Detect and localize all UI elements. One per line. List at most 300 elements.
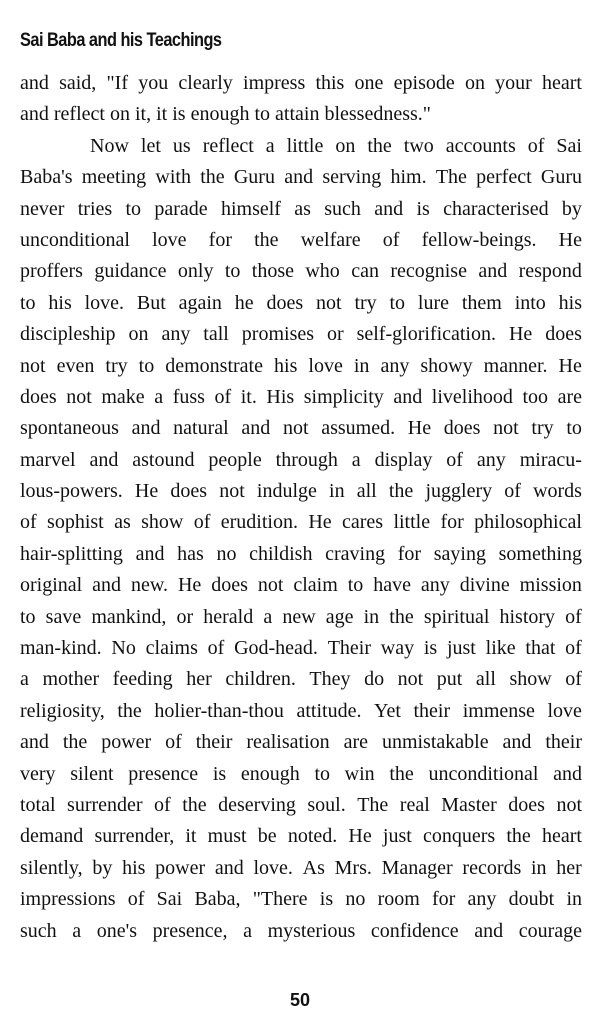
word: a — [351, 448, 361, 471]
word: does — [20, 385, 57, 408]
word: to — [314, 762, 330, 785]
word: of — [565, 668, 582, 691]
word: the — [389, 762, 414, 785]
word: you — [138, 72, 169, 94]
word: the — [254, 228, 279, 251]
word: Their — [327, 637, 371, 660]
word: power — [155, 856, 206, 879]
word: his — [274, 354, 298, 377]
word: just — [446, 637, 476, 660]
word: reflect — [53, 103, 105, 126]
word: meeting — [81, 166, 147, 189]
word: the — [62, 731, 88, 754]
word: heart — [542, 72, 582, 94]
text-line — [20, 256, 582, 287]
word: history — [499, 605, 556, 628]
text-line — [20, 68, 582, 99]
text-line — [20, 916, 582, 947]
word: and — [393, 385, 423, 408]
word: not — [397, 668, 424, 691]
word: has — [177, 542, 204, 565]
word: and — [92, 574, 122, 597]
word: two — [403, 134, 434, 157]
word: presence — [128, 762, 199, 785]
word: not — [20, 354, 46, 377]
word: those — [251, 260, 294, 283]
word: soul. — [307, 793, 346, 816]
word: records — [462, 856, 522, 879]
word: any — [476, 448, 506, 471]
word: her — [186, 668, 212, 691]
word: his — [558, 291, 582, 314]
word: for — [397, 542, 422, 565]
word: a — [72, 919, 82, 942]
word: is — [212, 762, 227, 785]
text-line — [20, 633, 582, 664]
word: indulge — [256, 480, 317, 503]
word: God-head. — [234, 637, 318, 660]
word: all — [356, 480, 377, 503]
word: is — [172, 103, 186, 126]
text-line — [20, 696, 582, 727]
word: conquers — [423, 825, 496, 848]
word: demonstrate — [165, 354, 263, 377]
word: again — [178, 291, 222, 314]
word: of — [165, 731, 182, 754]
word: love. — [253, 856, 293, 879]
word: realisation — [246, 731, 330, 754]
word: in — [329, 480, 345, 503]
word: in — [353, 354, 370, 377]
word: No — [111, 637, 136, 660]
word: the — [389, 605, 414, 628]
word: children. — [225, 668, 296, 691]
text-line — [20, 225, 582, 256]
word: surrender, — [94, 825, 175, 848]
word: He — [348, 825, 372, 848]
word: of — [193, 511, 211, 534]
word: it — [156, 103, 168, 126]
word: or — [176, 605, 194, 628]
word: erudition. — [220, 511, 298, 534]
word: be — [257, 825, 277, 848]
word: courage — [518, 919, 582, 942]
word: childish — [249, 542, 313, 565]
word: mankind, — [91, 605, 167, 628]
word: of — [504, 480, 521, 503]
text-line — [20, 884, 582, 915]
word: self-glorification. — [356, 323, 496, 346]
word: reflect — [202, 134, 254, 157]
text-line — [20, 319, 582, 350]
text-line — [20, 539, 582, 570]
word: do — [364, 668, 385, 691]
word: him. — [390, 166, 427, 189]
word: such — [20, 919, 57, 942]
word: attain — [275, 103, 320, 126]
word: enough — [240, 762, 300, 785]
word: He — [177, 574, 202, 597]
text-line — [20, 570, 582, 601]
word: words — [533, 480, 582, 503]
text-line — [20, 821, 582, 852]
word: to — [20, 291, 36, 314]
word: any — [420, 574, 450, 597]
word: mysterious — [267, 919, 356, 942]
word: one's — [96, 919, 137, 942]
word: for — [208, 228, 232, 251]
word: are — [557, 385, 582, 408]
word: fellow-beings. — [421, 228, 537, 251]
word: her — [556, 856, 582, 879]
word: hair-splitting — [20, 542, 123, 565]
word: impressions — [20, 888, 116, 911]
text-line — [20, 759, 582, 790]
text-line — [20, 194, 582, 225]
paragraph — [20, 68, 582, 131]
word: accounts — [445, 134, 516, 157]
word: not — [66, 385, 92, 408]
word: He — [558, 228, 582, 251]
text-line — [20, 99, 582, 130]
word: into — [514, 291, 546, 314]
word: not — [219, 480, 245, 503]
word: not — [257, 574, 284, 597]
word: parade — [154, 197, 208, 220]
word: even — [56, 354, 95, 377]
word: Now — [90, 134, 129, 157]
word: of — [527, 134, 545, 157]
word: his — [122, 856, 146, 879]
word: He — [558, 354, 582, 377]
word: original — [20, 574, 83, 597]
word: manner. — [483, 354, 548, 377]
text-line — [20, 131, 582, 162]
word: to — [254, 103, 271, 126]
word: and — [20, 72, 49, 94]
word: never — [20, 197, 65, 220]
word: us — [172, 134, 191, 157]
word: very — [20, 762, 56, 785]
word: for — [440, 511, 464, 534]
word: in — [566, 888, 582, 911]
word: the — [117, 699, 142, 722]
word: of — [154, 793, 171, 816]
word: new — [282, 605, 316, 628]
word: your — [495, 72, 532, 94]
word: cares — [342, 511, 384, 534]
word: way — [380, 637, 415, 660]
word: something — [498, 542, 582, 565]
word: his — [48, 291, 72, 314]
word: as — [294, 197, 311, 220]
word: fuss — [172, 385, 205, 408]
word: promises — [241, 323, 315, 346]
word: mission — [519, 574, 582, 597]
text-line — [20, 727, 582, 758]
word: just — [382, 825, 412, 848]
word: serving — [322, 166, 382, 189]
word: perfect — [476, 166, 532, 189]
word: Baba, — [194, 888, 241, 911]
word: spontaneous — [20, 417, 119, 440]
word: Sai — [556, 134, 582, 157]
word: new. — [130, 574, 169, 597]
word: confidence — [370, 919, 459, 942]
word: is — [416, 197, 430, 220]
word: who — [305, 260, 340, 283]
word: himself — [220, 197, 281, 220]
text-line — [20, 413, 582, 444]
word: He — [134, 480, 159, 503]
text-line — [20, 790, 582, 821]
word: to — [347, 574, 364, 597]
word: and — [241, 417, 271, 440]
word: try — [531, 417, 554, 440]
word: Baba's — [20, 166, 73, 189]
word: Guru — [540, 166, 582, 189]
word: and — [89, 448, 119, 471]
word: claims — [145, 637, 198, 660]
word: them — [461, 291, 502, 314]
word: tries — [77, 197, 113, 220]
word: respond — [518, 260, 582, 283]
word: in — [363, 605, 380, 628]
word: power — [101, 731, 152, 754]
word: the — [182, 793, 207, 816]
word: divine — [459, 574, 510, 597]
word: must — [207, 825, 247, 848]
word: silently, — [20, 856, 83, 879]
word: discipleship — [20, 323, 116, 346]
word: can — [351, 260, 379, 283]
text-line — [20, 602, 582, 633]
text-line — [20, 853, 582, 884]
text-line — [20, 288, 582, 319]
word: Master — [441, 793, 497, 816]
word: show — [141, 511, 184, 534]
word: sophist — [47, 511, 104, 534]
word: not — [556, 793, 582, 816]
word: noted. — [287, 825, 338, 848]
word: simplicity — [303, 385, 384, 408]
word: on — [335, 134, 356, 157]
word: room — [377, 888, 420, 911]
text-line — [20, 507, 582, 538]
word: little — [286, 134, 324, 157]
word: with — [155, 166, 191, 189]
word: Mrs. — [334, 856, 372, 879]
text-line — [20, 476, 582, 507]
word: As — [302, 856, 325, 879]
word: age — [325, 605, 354, 628]
word: spiritual — [423, 605, 490, 628]
paragraph — [20, 131, 582, 947]
word: to — [566, 417, 582, 440]
running-head: Sai Baba and his Teachings — [20, 30, 222, 51]
word: it, — [134, 103, 152, 126]
word: deserving — [218, 793, 296, 816]
word: "There — [252, 888, 308, 911]
word: does — [443, 417, 481, 440]
word: people — [208, 448, 262, 471]
word: of — [127, 888, 145, 911]
word: blessedness." — [324, 103, 431, 126]
word: "If — [106, 72, 128, 94]
word: recognise — [390, 260, 467, 283]
word: on — [128, 323, 149, 346]
word: and — [135, 542, 165, 565]
word: in — [531, 856, 547, 879]
text-line — [20, 445, 582, 476]
word: saying — [433, 542, 486, 565]
word: and — [474, 919, 504, 942]
word: does — [545, 323, 582, 346]
word: real — [399, 793, 430, 816]
word: doubt — [508, 888, 555, 911]
word: attitude. — [296, 699, 362, 722]
word: of — [20, 511, 37, 534]
word: love. — [84, 291, 125, 314]
word: not — [282, 417, 309, 440]
word: does — [508, 793, 545, 816]
word: of — [565, 605, 582, 628]
word: silent — [70, 762, 114, 785]
word: have — [373, 574, 411, 597]
word: their — [195, 731, 233, 754]
word: jugglery — [425, 480, 493, 503]
word: holier-than-thou — [154, 699, 284, 722]
word: any — [467, 888, 497, 911]
word: love — [308, 354, 343, 377]
word: total — [20, 793, 56, 816]
word: and — [20, 103, 49, 126]
word: to — [138, 354, 155, 377]
word: and — [20, 731, 49, 754]
word: for — [432, 888, 456, 911]
word: this — [315, 72, 345, 94]
word: feeding — [112, 668, 173, 691]
word: the — [506, 825, 531, 848]
word: on — [464, 72, 485, 94]
word: a — [154, 385, 164, 408]
word: to — [20, 605, 36, 628]
word: and — [214, 856, 244, 879]
word: presence, — [152, 919, 228, 942]
word: claim — [293, 574, 338, 597]
word: herald — [203, 605, 254, 628]
word: let — [140, 134, 161, 157]
word: to — [224, 260, 241, 283]
word: their — [545, 731, 582, 754]
word: philosophical — [474, 511, 582, 534]
word: any — [380, 354, 410, 377]
word: does — [266, 291, 304, 314]
word: He — [407, 417, 432, 440]
word: and — [553, 762, 582, 785]
word: man-kind. — [20, 637, 102, 660]
word: only — [177, 260, 214, 283]
word: save — [45, 605, 82, 628]
word: said, — [59, 72, 97, 94]
word: showy — [420, 354, 473, 377]
word: and — [502, 731, 532, 754]
word: assumed. — [321, 417, 396, 440]
word: no — [216, 542, 237, 565]
word: He — [508, 323, 533, 346]
word: try — [354, 291, 377, 314]
word: like — [485, 637, 516, 660]
word: religiosity, — [20, 699, 105, 722]
word: of — [382, 228, 400, 251]
word: livelihood — [431, 385, 513, 408]
word: unconditional — [20, 228, 130, 251]
word: craving — [325, 542, 386, 565]
word: too — [522, 385, 549, 408]
word: His — [266, 385, 295, 408]
word: astound — [132, 448, 195, 471]
word: But — [136, 291, 166, 314]
word: impress — [243, 72, 306, 94]
word: of — [565, 637, 582, 660]
word: Guru — [233, 166, 275, 189]
word: Manager — [381, 856, 453, 879]
word: marvel — [20, 448, 76, 471]
word: The — [435, 166, 467, 189]
word: to — [125, 197, 142, 220]
word: unconditional — [428, 762, 539, 785]
word: and — [374, 197, 404, 220]
word: make — [101, 385, 145, 408]
word: They — [309, 668, 351, 691]
word: he — [234, 291, 254, 314]
word: it. — [240, 385, 257, 408]
word: try — [105, 354, 128, 377]
word: love — [152, 228, 187, 251]
word: unmistakable — [381, 731, 489, 754]
word: or — [326, 323, 344, 346]
word: love — [547, 699, 582, 722]
word: win — [344, 762, 375, 785]
word: are — [343, 731, 368, 754]
word: Yet — [374, 699, 401, 722]
word: any — [161, 323, 191, 346]
word: on — [109, 103, 130, 126]
word: lous-powers. — [20, 480, 123, 503]
word: does — [170, 480, 208, 503]
word: welfare — [300, 228, 361, 251]
page-number: 50 — [289, 990, 311, 1010]
word: proffers — [20, 260, 83, 283]
body-text — [20, 68, 582, 947]
word: by — [92, 856, 113, 879]
word: surrender — [67, 793, 143, 816]
word: The — [357, 793, 389, 816]
word: and — [131, 417, 161, 440]
word: a — [243, 919, 252, 942]
text-line — [20, 382, 582, 413]
word: display — [374, 448, 433, 471]
word: He — [308, 511, 332, 534]
word: not — [493, 417, 519, 440]
word: demand — [20, 825, 84, 848]
text-line — [20, 162, 582, 193]
word: the — [367, 134, 392, 157]
word: guidance — [94, 260, 167, 283]
word: immense — [462, 699, 535, 722]
word: is — [423, 637, 438, 660]
word: the — [200, 166, 225, 189]
